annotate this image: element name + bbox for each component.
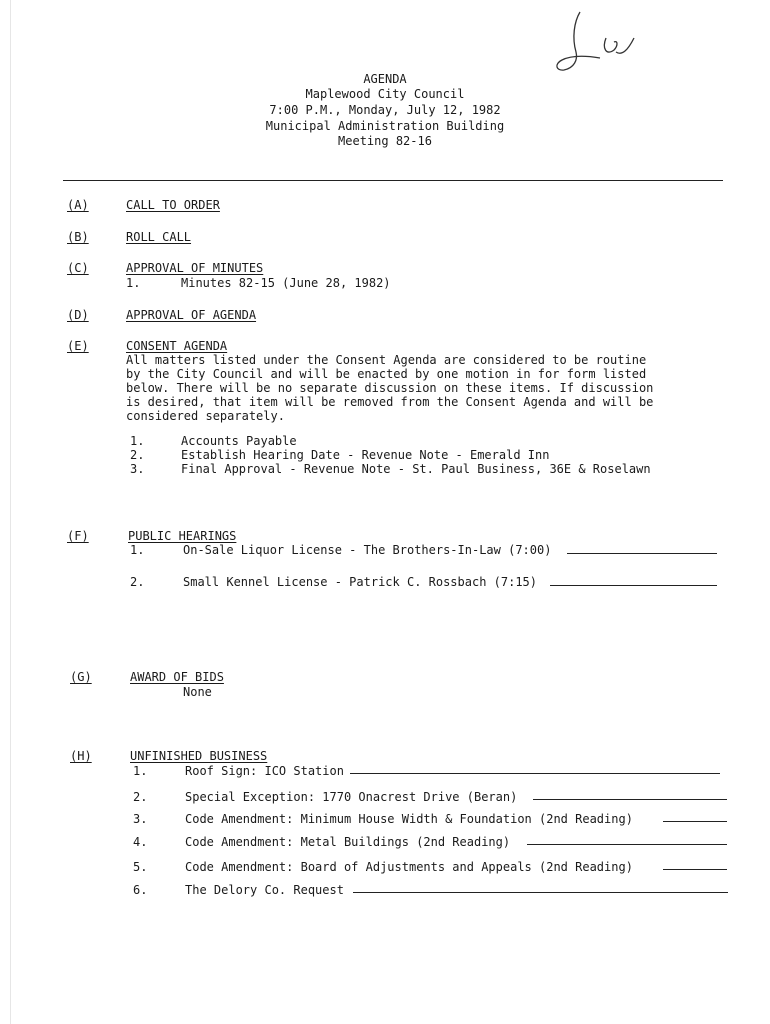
meeting-number: Meeting 82-16 xyxy=(338,134,432,148)
business-item-text: Code Amendment: Minimum House Width & Foundation (2nd Reading) xyxy=(185,812,633,826)
hearing-fill-line xyxy=(550,574,717,586)
handwritten-initials xyxy=(548,8,648,76)
hearing-item-text: On-Sale Liquor License - The Brothers-In-Law (7:00) xyxy=(183,543,552,557)
consent-item-number: 2. xyxy=(130,448,145,462)
consent-item-number: 1. xyxy=(130,434,145,448)
award-of-bids-none: None xyxy=(183,685,212,699)
page-edge-line xyxy=(10,0,11,1024)
section-title-call-to-order: CALL TO ORDER xyxy=(126,198,220,212)
section-letter-g: (G) xyxy=(70,670,92,684)
consent-description-line: considered separately. xyxy=(126,409,285,423)
business-fill-line xyxy=(353,881,728,893)
consent-item-text: Accounts Payable xyxy=(181,434,297,448)
section-letter-a: (A) xyxy=(67,198,89,212)
business-fill-line xyxy=(350,762,720,774)
business-item-text: Code Amendment: Metal Buildings (2nd Reading) xyxy=(185,835,511,849)
section-letter-f: (F) xyxy=(67,529,89,543)
business-fill-line xyxy=(527,833,727,845)
consent-description-line: below. There will be no separate discussion on these items. If discussion xyxy=(126,381,654,395)
business-item-number: 1. xyxy=(133,764,148,778)
business-fill-line xyxy=(533,788,727,800)
business-item-number: 3. xyxy=(133,812,148,826)
business-fill-line xyxy=(663,858,727,870)
business-item-number: 4. xyxy=(133,835,148,849)
business-item-number: 2. xyxy=(133,790,148,804)
council-name: Maplewood City Council xyxy=(305,87,465,101)
business-item-text: Code Amendment: Board of Adjustments and Appeals (2nd Reading) xyxy=(185,860,633,874)
header-divider xyxy=(63,180,723,181)
consent-description-line: All matters listed under the Consent Agenda are considered to be routine xyxy=(126,353,647,367)
consent-description-line: is desired, that item will be removed from the Consent Agenda and will be xyxy=(126,395,654,409)
meeting-location: Municipal Administration Building xyxy=(265,119,505,133)
section-title-consent-agenda: CONSENT AGENDA xyxy=(126,339,228,353)
section-title-public-hearings: PUBLIC HEARINGS xyxy=(128,529,237,543)
section-letter-h: (H) xyxy=(70,749,92,763)
section-letter-d: (D) xyxy=(67,308,89,322)
agenda-title: AGENDA xyxy=(363,72,407,86)
hearing-item-text: Small Kennel License - Patrick C. Rossbach (7:15) xyxy=(183,575,538,589)
section-title-unfinished-business: UNFINISHED BUSINESS xyxy=(130,749,268,763)
business-item-number: 5. xyxy=(133,860,148,874)
section-letter-c: (C) xyxy=(67,261,89,275)
business-item-text: The Delory Co. Request xyxy=(185,883,344,897)
business-item-text: Special Exception: 1770 Onacrest Drive (Beran) xyxy=(185,790,518,804)
section-title-award-of-bids: AWARD OF BIDS xyxy=(130,670,224,684)
meeting-datetime: 7:00 P.M., Monday, July 12, 1982 xyxy=(269,103,501,117)
hearing-item-number: 1. xyxy=(130,543,145,557)
consent-item-text: Final Approval - Revenue Note - St. Paul Business, 36E & Roselawn xyxy=(181,462,651,476)
minutes-item-number: 1. xyxy=(126,276,141,290)
business-fill-line xyxy=(663,810,727,822)
section-letter-e: (E) xyxy=(67,339,89,353)
section-letter-b: (B) xyxy=(67,230,89,244)
section-title-approval-of-agenda: APPROVAL OF AGENDA xyxy=(126,308,257,322)
minutes-item-text: Minutes 82-15 (June 28, 1982) xyxy=(181,276,391,290)
consent-item-number: 3. xyxy=(130,462,145,476)
business-item-text: Roof Sign: ICO Station xyxy=(185,764,344,778)
consent-description-line: by the City Council and will be enacted by one motion in for form listed xyxy=(126,367,647,381)
consent-item-text: Establish Hearing Date - Revenue Note - Emerald Inn xyxy=(181,448,550,462)
business-item-number: 6. xyxy=(133,883,148,897)
section-title-roll-call: ROLL CALL xyxy=(126,230,192,244)
hearing-fill-line xyxy=(567,542,717,554)
section-title-approval-of-minutes: APPROVAL OF MINUTES xyxy=(126,261,264,275)
hearing-item-number: 2. xyxy=(130,575,145,589)
